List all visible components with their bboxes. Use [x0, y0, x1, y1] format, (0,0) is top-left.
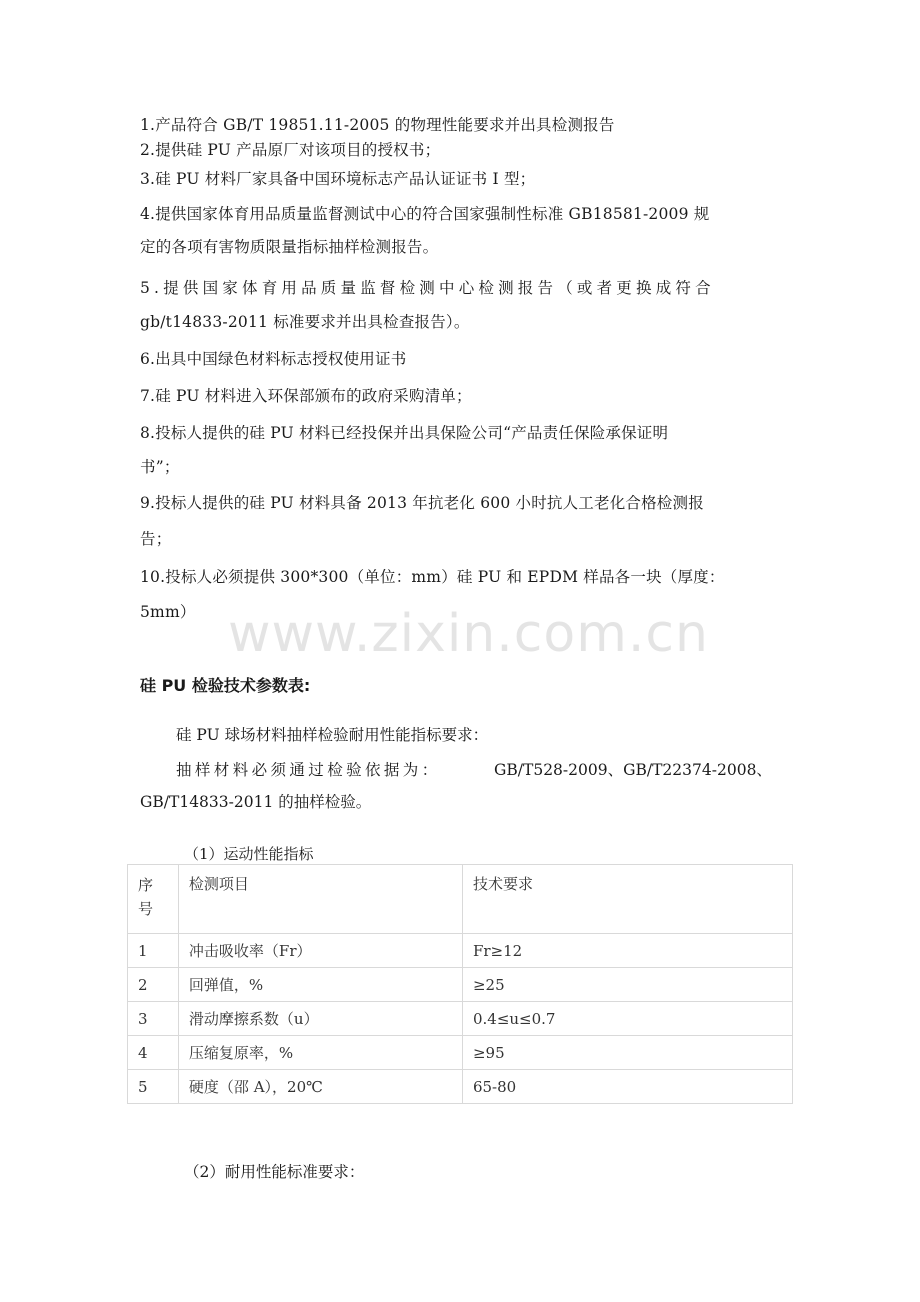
cell-no: 5: [128, 1070, 179, 1104]
cell-item: 压缩复原率，%: [178, 1036, 462, 1070]
requirement-line: gb/t14833-2011 标准要求并出具检查报告）。: [140, 313, 470, 331]
watermark: www.zixin.com.cn: [228, 604, 709, 664]
table-row: [128, 934, 793, 968]
cell-no: 4: [128, 1036, 179, 1070]
table-row: [128, 1002, 793, 1036]
header-item: 检测项目: [178, 865, 462, 934]
cell-item: 回弹值，%: [178, 968, 462, 1002]
cell-no: 3: [128, 1002, 179, 1036]
requirement-line: 2.提供硅 PU 产品原厂对该项目的授权书；: [140, 141, 441, 159]
header-requirement: 技术要求: [462, 865, 792, 934]
section-title: 硅 PU 检验技术参数表:: [140, 676, 311, 695]
cell-requirement: 0.4≤u≤0.7: [462, 1002, 792, 1036]
cell-item: 硬度（邵 A），20℃: [178, 1070, 462, 1104]
paragraph-basis-standards: GB/T528-2009、GB/T22374-2008、: [494, 761, 772, 779]
paragraph-intro: 硅 PU 球场材料抽样检验耐用性能指标要求：: [176, 726, 489, 744]
cell-requirement: Fr≥12: [462, 934, 792, 968]
requirement-line: 7.硅 PU 材料进入环保部颁布的政府采购清单；: [140, 387, 472, 405]
table-row: [128, 968, 793, 1002]
requirement-line: 定的各项有害物质限量指标抽样检测报告。: [140, 238, 439, 256]
requirement-line: 书”；: [140, 458, 180, 476]
cell-requirement: ≥25: [462, 968, 792, 1002]
cell-no: 1: [128, 934, 179, 968]
cell-no: 2: [128, 968, 179, 1002]
table-row: [128, 1036, 793, 1070]
requirement-line: 5.提供国家体育用品质量监督检测中心检测报告（或者更换成符合: [140, 279, 715, 297]
cell-requirement: ≥95: [462, 1036, 792, 1070]
table-header-row: [128, 865, 793, 934]
requirement-line: 5mm）: [140, 603, 196, 621]
durability-caption: （2）耐用性能标准要求：: [184, 1163, 365, 1181]
requirement-line: 6.出具中国绿色材料标志授权使用证书: [140, 350, 407, 368]
cell-item: 冲击吸收率（Fr）: [178, 934, 462, 968]
requirement-line: 8.投标人提供的硅 PU 材料已经投保并出具保险公司“产品责任保险承保证明: [140, 424, 669, 442]
cell-requirement: 65-80: [462, 1070, 792, 1104]
requirement-line: 3.硅 PU 材料厂家具备中国环境标志产品认证证书 I 型；: [140, 170, 536, 188]
requirement-line: 1.产品符合 GB/T 19851.11-2005 的物理性能要求并出具检测报告: [140, 116, 615, 134]
requirement-line: 4.提供国家体育用品质量监督测试中心的符合国家强制性标准 GB18581-2009 规: [140, 205, 710, 223]
header-no: [128, 865, 179, 934]
requirement-line: 告；: [140, 530, 172, 548]
requirement-line: 9.投标人提供的硅 PU 材料具备 2013 年抗老化 600 小时抗人工老化合格检测报: [140, 494, 704, 512]
paragraph-basis-cont: GB/T14833-2011 的抽样检验。: [140, 793, 372, 811]
paragraph-basis: 抽样材料必须通过检验依据为：: [176, 761, 441, 779]
header-no-line1: 序: [138, 876, 154, 894]
requirement-line: 10.投标人必须提供 300*300（单位：mm）硅 PU 和 EPDM 样品各一块（厚度：: [140, 568, 725, 586]
spec-table: [127, 864, 793, 1104]
table-caption: （1）运动性能指标: [184, 845, 314, 863]
table-row: [128, 1070, 793, 1104]
header-no-line2: 号: [138, 900, 154, 918]
cell-item: 滑动摩擦系数（u）: [178, 1002, 462, 1036]
